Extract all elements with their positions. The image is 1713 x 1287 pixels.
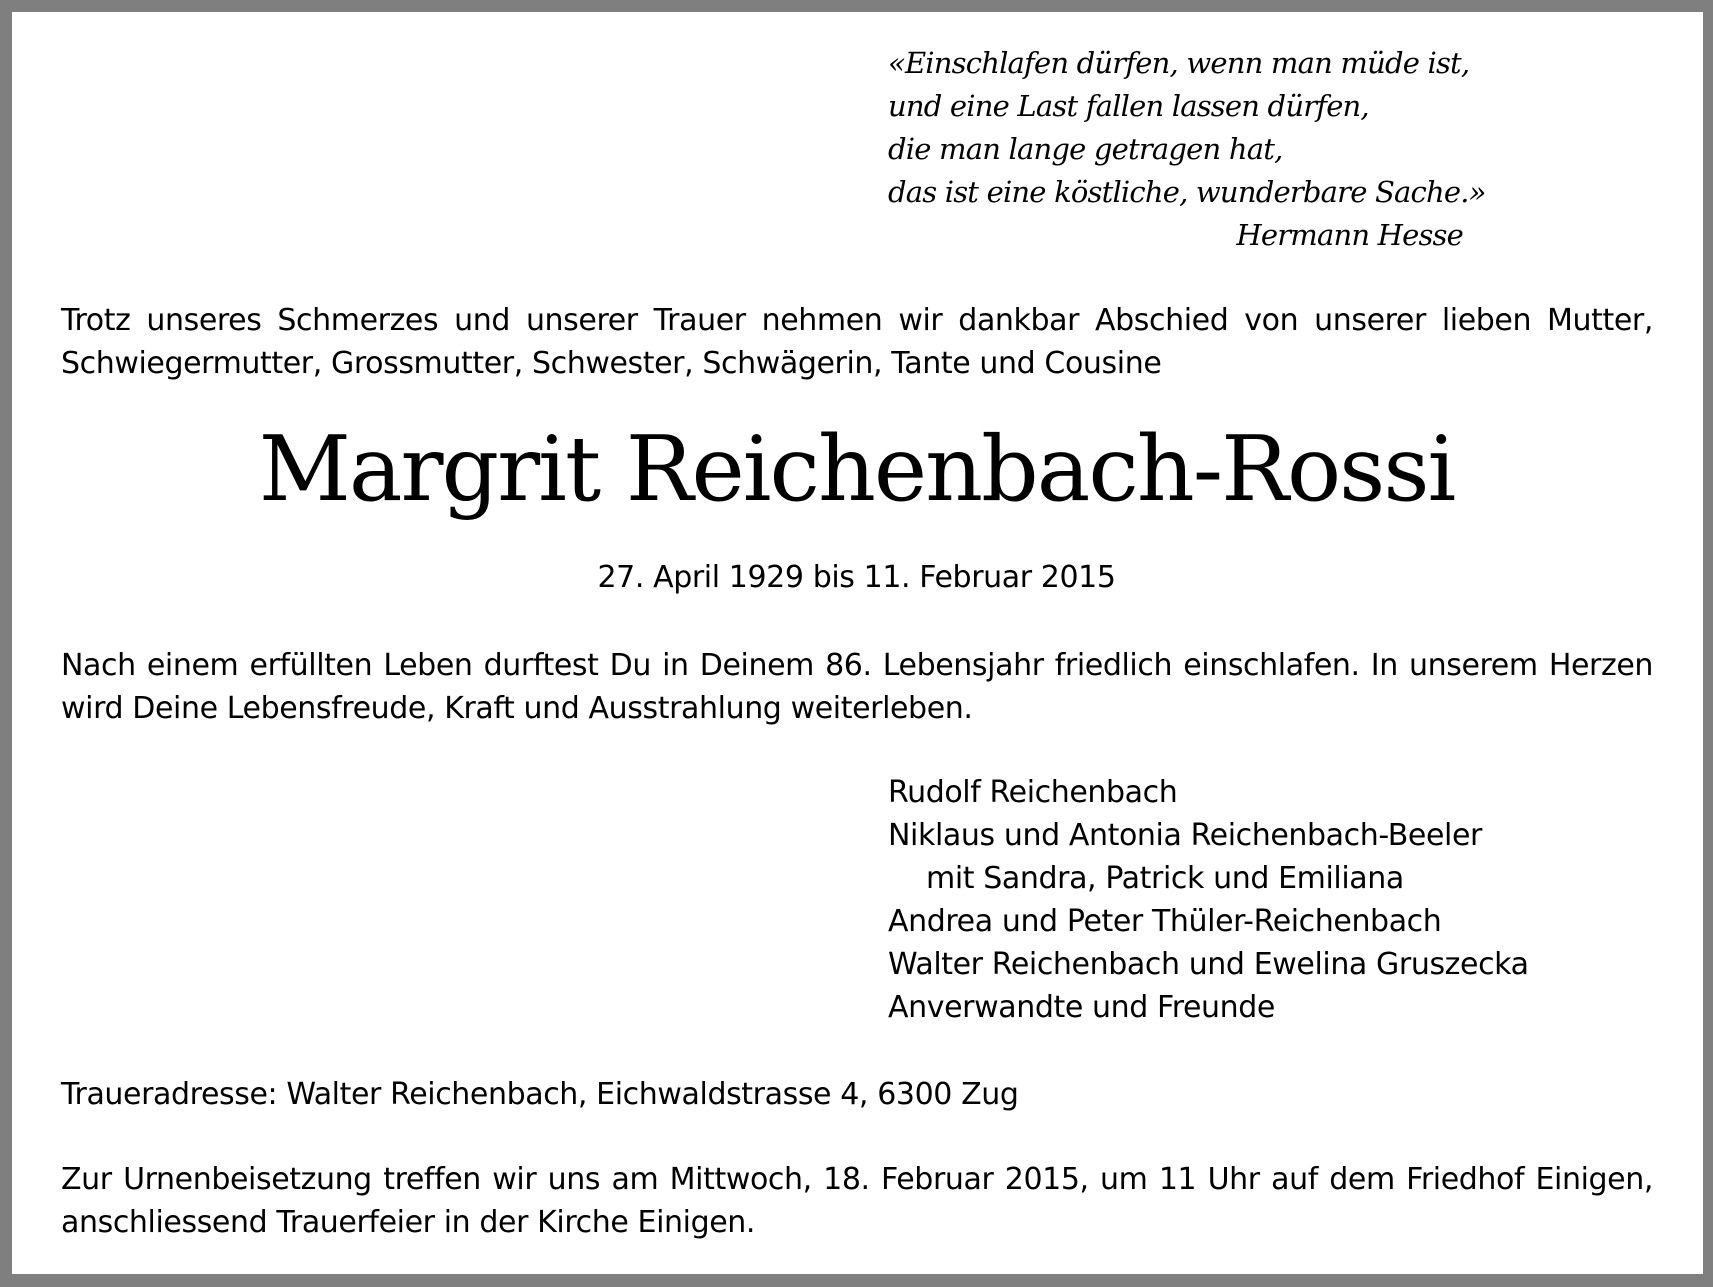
mourner-entry: Walter Reichenbach und Ewelina Gruszecka — [888, 947, 1529, 982]
quote-line: das ist eine köstliche, wunderbare Sache.» — [888, 175, 1486, 209]
hesse-quote — [888, 42, 1486, 257]
deceased-name: Margrit Reichenbach-Rossi — [258, 417, 1455, 522]
mourner-entry: Andrea und Peter Thüler-Reichenbach — [888, 904, 1442, 939]
farewell-message: Nach einem erfüllten Leben durftest Du in Deinem 86. Lebensjahr friedlich einschlafen. In unserem Herzen wird Deine Lebensfreude, Kraft und Ausstrahlung weiterleben. — [61, 648, 1653, 726]
mourner-entry: Rudolf Reichenbach — [888, 775, 1178, 810]
mourner-entry: Niklaus und Antonia Reichenbach-Beeler — [888, 818, 1482, 853]
mourner-entry: mit Sandra, Patrick und Emiliana — [926, 861, 1404, 896]
quote-line: «Einschlafen dürfen, wenn man müde ist, — [888, 46, 1470, 80]
quote-line: die man lange getragen hat, — [888, 132, 1283, 166]
burial-info: Zur Urnenbeisetzung treffen wir uns am Mittwoch, 18. Februar 2015, um 11 Uhr auf dem Friedhof Einigen, anschliessend Trauerfeier in der Kirche Einigen. — [61, 1162, 1653, 1240]
mourners-list — [888, 771, 1588, 1029]
life-dates: 27. April 1929 bis 11. Februar 2015 — [597, 560, 1116, 595]
mourning-address: Traueradresse: Walter Reichenbach, Eichwaldstrasse 4, 6300 Zug — [61, 1077, 1019, 1112]
intro-paragraph: Trotz unseres Schmerzes und unserer Trauer nehmen wir dankbar Abschied von unserer lieben Mutter, Schwiegermutter, Grossmutter, Schwester, Schwägerin, Tante und Cousine — [61, 303, 1653, 381]
quote-author: Hermann Hesse — [1236, 218, 1463, 252]
mourner-entry: Anverwandte und Freunde — [888, 990, 1275, 1025]
quote-line: und eine Last fallen lassen dürfen, — [888, 89, 1369, 123]
